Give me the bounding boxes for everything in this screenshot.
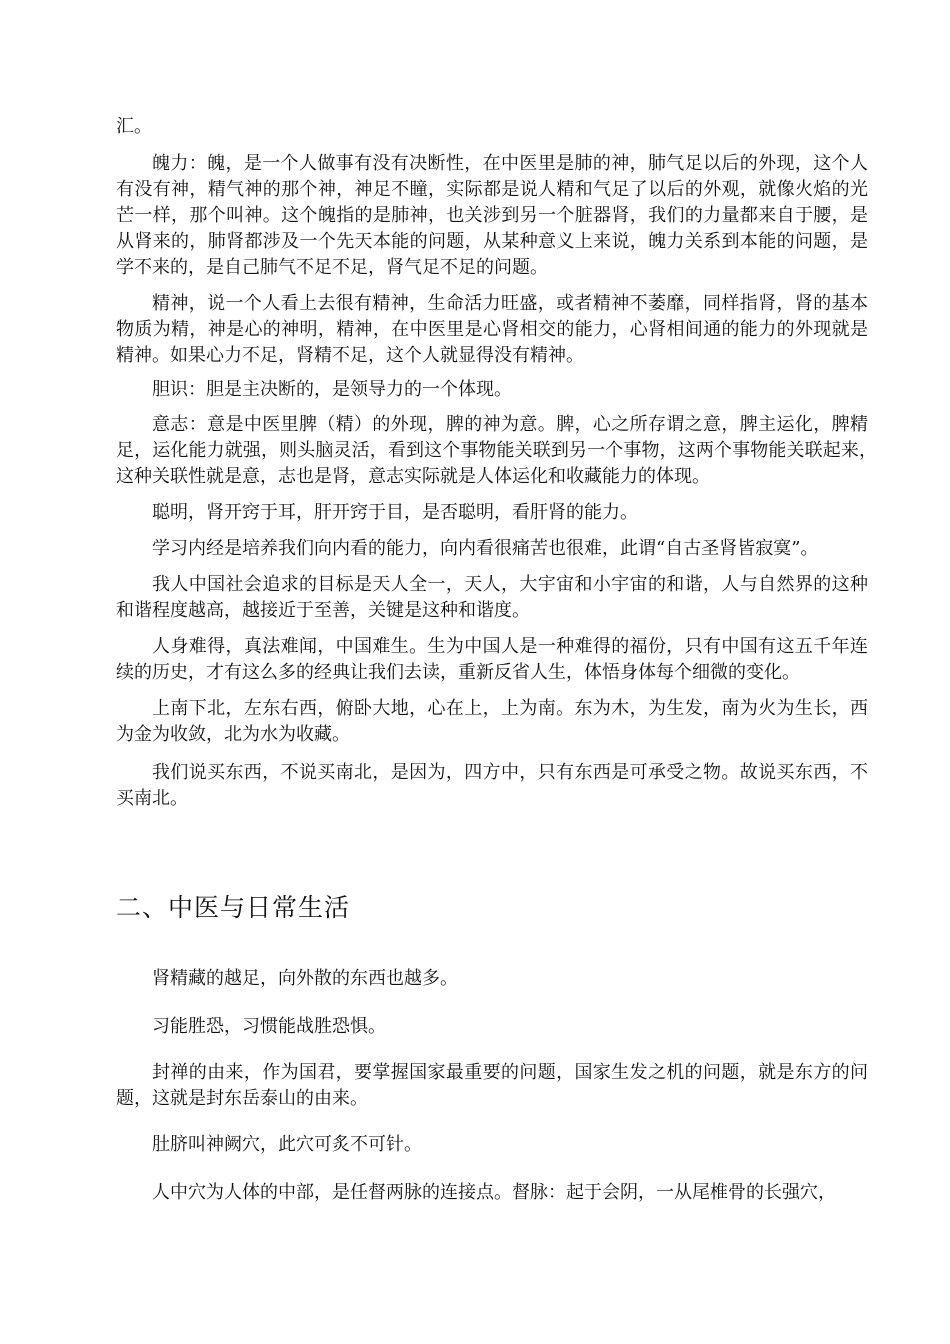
paragraph-shenjing: 肾精藏的越足，向外散的东西也越多。: [152, 968, 458, 989]
paragraph-tianren: 我人中国社会追求的目标是天人全一，天人，大宇宙和小宇宙的和谐，人与自然界的这种和谐程度越高，越接近于至善，关键是这种和谐度。: [116, 574, 868, 621]
paragraph-dongxi: 我们说买东西，不说买南北，是因为，四方中，只有东西是可承受之物。故说买东西，不买南北。: [116, 762, 868, 809]
paragraph-danshi: 胆识：胆是主决断的，是领导力的一个体现。: [152, 379, 512, 400]
section-heading: 二、中医与日常生活: [116, 893, 351, 922]
paragraph-shenque: 肚脐叫神阙穴，此穴可炙不可针。: [152, 1134, 422, 1155]
paragraph-renshen: 人身难得，真法难闻，中国难生。生为中国人是一种难得的福份，只有中国有这五千年连续的历史，才有这么多的经典让我们去读，重新反省人生，体悟身体每个细微的变化。: [116, 636, 868, 683]
paragraph-fangwei: 上南下北，左东右西，俯卧大地，心在上，上为南。东为木，为生发，南为火为生长，西为金为收敛，北为水为收藏。: [116, 698, 868, 745]
paragraph-neijing: 学习内经是培养我们向内看的能力，向内看很痛苦也很难，此谓“自古圣肾皆寂寞”。: [152, 538, 819, 559]
paragraph-continuation: 汇。: [116, 116, 152, 137]
paragraph-renzhong: 人中穴为人体的中部，是任督两脉的连接点。督脉：起于会阴，一从尾椎骨的长强穴，: [152, 1182, 836, 1203]
paragraph-congming: 聪明，肾开窍于耳，肝开窍于目，是否聪明，看肝肾的能力。: [152, 502, 638, 523]
paragraph-yizhi: 意志：意是中医里脾（精）的外现，脾的神为意。脾，心之所存谓之意，脾主运化，脾精足，运化能力就强，则头脑灵活，看到这个事物能关联到另一个事物，这两个事物能关联起来， 这种关联性就是意，志也是肾，意志实际就是人体运化和收藏能力的体现。: [116, 414, 886, 487]
paragraph-fengshan: 封禅的由来，作为国君，要掌握国家最重要的问题，国家生发之机的问题，就是东方的问题，这就是封东岳泰山的由来。: [116, 1062, 868, 1109]
paragraph-jingshen: 精神，说一个人看上去很有精神，生命活力旺盛，或者精神不萎靡，同样指肾，肾的基本物质为精，神是心的神明，精神，在中医里是心肾相交的能力，心肾相间通的能力的外现就是精神。如果心力不足，肾精不足，这个人就显得没有精神。: [116, 293, 868, 366]
paragraph-xineng: 习能胜恐，习惯能战胜恐惧。: [152, 1016, 386, 1037]
paragraph-poli: 魄力：魄，是一个人做事有没有决断性，在中医里是肺的神，肺气足以后的外现，这个人有没有神，精气神的那个神，神足不瞳，实际都是说人精和气足了以后的外观，就像火焰的光芒一样，那个叫神。这个魄指的是肺神，也关涉到另一个脏器肾，我们的力量都来自于腰，是从肾来的，肺肾都涉及一个先天本能的问题，从某种意义上来说，魄力关系到本能的问题，是学不来的，是自己肺气不足不足，肾气足不足的问题。: [116, 153, 868, 278]
